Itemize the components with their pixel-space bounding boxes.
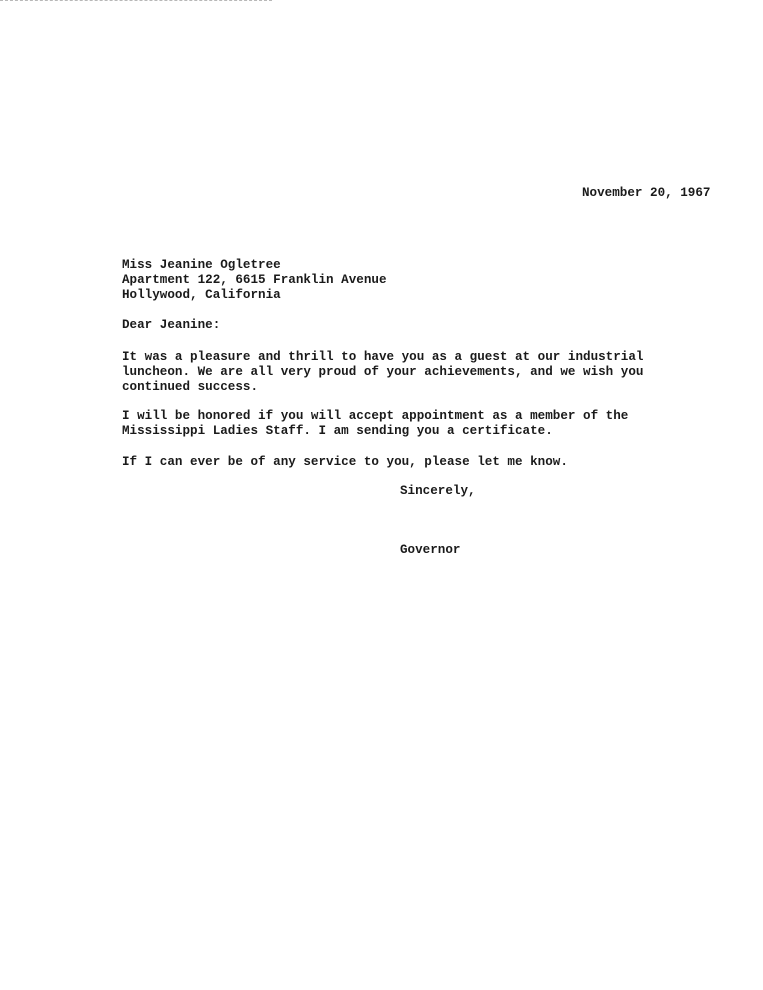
paragraph-1-line-1: It was a pleasure and thrill to have you as a guest at our industrial — [122, 350, 644, 364]
recipient-name: Miss Jeanine Ogletree — [122, 258, 281, 272]
paragraph-1-line-3: continued success. — [122, 380, 259, 394]
page-top-border — [0, 0, 272, 1]
paragraph-1 — [122, 350, 643, 395]
paragraph-2-line-1: I will be honored if you will accept appointment as a member of the — [122, 409, 629, 423]
closing: Sincerely, — [400, 484, 476, 498]
paragraph-1-line-2: luncheon. We are all very proud of your achievements, and we wish you — [122, 365, 644, 379]
paragraph-3-line-1: If I can ever be of any service to you, please let me know. — [122, 455, 568, 469]
paragraph-2-line-2: Mississippi Ladies Staff. I am sending you a certificate. — [122, 424, 553, 438]
recipient-street: Apartment 122, 6615 Franklin Avenue — [122, 273, 387, 287]
paragraph-3 — [122, 455, 568, 470]
signature-title: Governor — [400, 543, 461, 557]
salutation: Dear Jeanine: — [122, 318, 221, 332]
recipient-address — [122, 258, 387, 303]
paragraph-2 — [122, 409, 628, 439]
recipient-city: Hollywood, California — [122, 288, 281, 302]
letter-date: November 20, 1967 — [582, 186, 711, 200]
